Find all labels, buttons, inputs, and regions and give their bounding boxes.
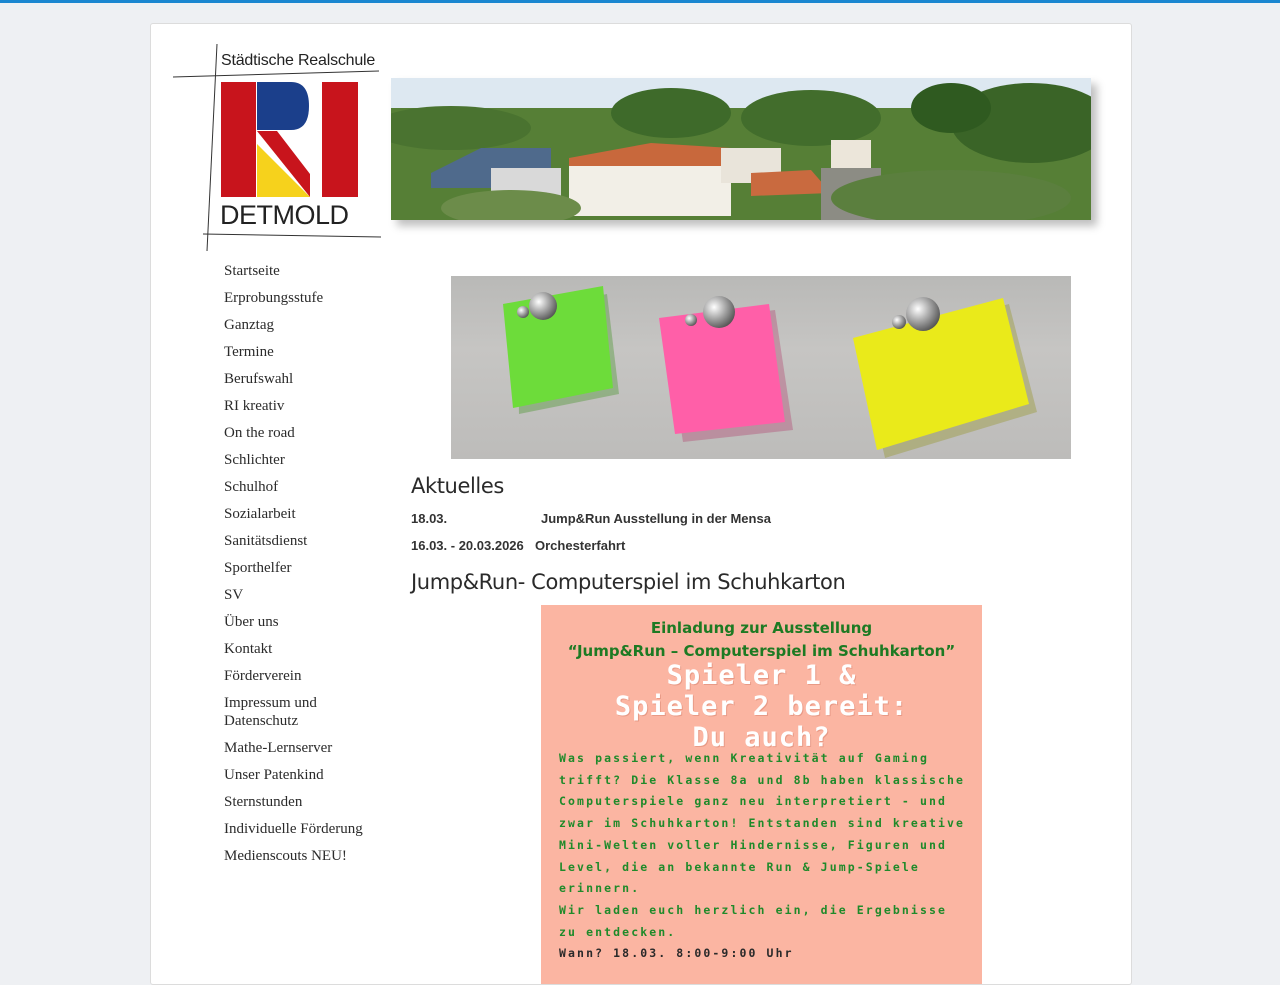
poster-body-line: Wir laden euch herzlich ein, die Ergebnisse bbox=[559, 902, 948, 917]
poster-body-line: Level, die an bekannte Run & Jump-Spiele bbox=[559, 859, 920, 874]
nav-item-schulhof[interactable]: Schulhof bbox=[224, 479, 279, 495]
poster-body-line: zwar im Schuhkarton! Entstanden sind kreative bbox=[559, 816, 966, 831]
nav-item-individuelle-förderung[interactable]: Individuelle Förderung bbox=[224, 821, 363, 837]
poster-body-line: Mini-Welten voller Hindernisse, Figuren und bbox=[559, 837, 948, 852]
news-text: Orchesterfahrt bbox=[535, 538, 626, 553]
nav-item-sporthelfer[interactable]: Sporthelfer bbox=[224, 560, 292, 576]
news-date: 18.03. bbox=[411, 511, 448, 526]
poster-body-line: Wann? 18.03. 8:00-9:00 Uhr bbox=[559, 946, 794, 961]
poster-body-line: zu entdecken. bbox=[559, 924, 677, 939]
poster-line-1: Einladung zur Ausstellung bbox=[650, 619, 873, 637]
news-date: 16.03. - 20.03.2026 bbox=[411, 538, 524, 553]
nav-item-medienscouts-neu[interactable]: Medienscouts NEU! bbox=[224, 848, 347, 864]
nav-item-termine[interactable]: Termine bbox=[224, 344, 274, 360]
nav-item-berufswahl[interactable]: Berufswahl bbox=[224, 371, 294, 387]
nav-item-kontakt[interactable]: Kontakt bbox=[224, 641, 273, 657]
top-accent-bar bbox=[0, 0, 1280, 3]
nav-item-unser-patenkind[interactable]: Unser Patenkind bbox=[224, 767, 324, 783]
nav-item-ganztag[interactable]: Ganztag bbox=[224, 317, 274, 333]
poster-big-3: Du auch? bbox=[692, 722, 831, 753]
school-logo[interactable] bbox=[173, 44, 385, 254]
header-banner-image bbox=[391, 78, 1091, 220]
nav-item-sozialarbeit[interactable]: Sozialarbeit bbox=[224, 506, 296, 522]
poster-big-1: Spieler 1 & bbox=[666, 660, 857, 691]
nav-item-sv[interactable]: SV bbox=[224, 587, 244, 603]
poster-big-2: Spieler 2 bereit: bbox=[614, 691, 909, 722]
nav-item-mathe-lernserver[interactable]: Mathe-Lernserver bbox=[224, 740, 333, 756]
nav-item-förderverein[interactable]: Förderverein bbox=[224, 668, 302, 684]
poster-body bbox=[559, 748, 979, 965]
page-container bbox=[150, 23, 1132, 985]
logo-top-text: Städtische Realschule bbox=[221, 52, 376, 69]
aktuelles-heading: Aktuelles bbox=[411, 474, 504, 498]
sticky-notes-image bbox=[451, 276, 1071, 459]
nav-item-über-uns[interactable]: Über uns bbox=[224, 614, 279, 630]
article-heading: Jump&Run- Computerspiel im Schuhkarton bbox=[411, 570, 846, 594]
logo-bottom-text: DETMOLD bbox=[220, 200, 349, 230]
poster-line-2: “Jump&Run – Computerspiel im Schuhkarton” bbox=[567, 642, 956, 660]
poster-body-line: trifft? Die Klasse 8a und 8b haben klassische bbox=[559, 772, 966, 787]
exhibition-poster bbox=[541, 605, 982, 984]
nav-item-impressum-und-datenschutz[interactable]: Impressum und Datenschutz bbox=[224, 695, 317, 729]
poster-body-line: erinnern. bbox=[559, 881, 641, 896]
news-text: Jump&Run Ausstellung in der Mensa bbox=[541, 511, 771, 526]
news-item bbox=[411, 511, 1011, 526]
nav-item-on-the-road[interactable]: On the road bbox=[224, 425, 295, 441]
poster-body-line: Computerspiele ganz neu interpretiert - und bbox=[559, 794, 948, 809]
nav-item-startseite[interactable]: Startseite bbox=[224, 263, 280, 279]
poster-body-line: Was passiert, wenn Kreativität auf Gaming bbox=[559, 751, 929, 765]
nav-item-sanitätsdienst[interactable]: Sanitätsdienst bbox=[224, 533, 308, 549]
main-navigation bbox=[224, 262, 394, 874]
nav-item-sternstunden[interactable]: Sternstunden bbox=[224, 794, 303, 810]
news-item bbox=[411, 538, 1011, 553]
nav-item-erprobungsstufe[interactable]: Erprobungsstufe bbox=[224, 290, 324, 306]
nav-item-ri-kreativ[interactable]: RI kreativ bbox=[224, 398, 285, 414]
nav-item-schlichter[interactable]: Schlichter bbox=[224, 452, 285, 468]
